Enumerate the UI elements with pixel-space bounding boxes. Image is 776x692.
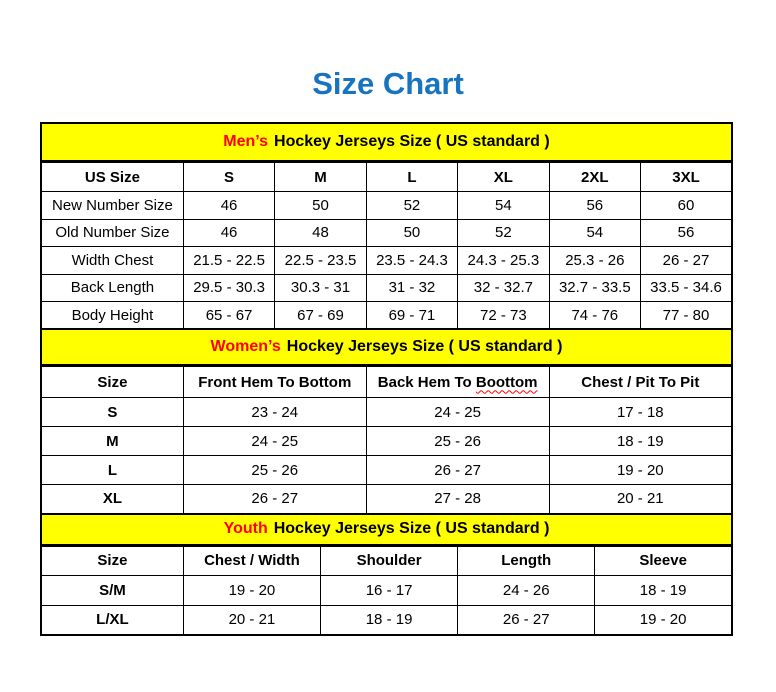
column-header-cell: L [366, 163, 457, 192]
column-header-cell: Chest / Pit To Pit [549, 367, 732, 398]
page-title: Size Chart [312, 66, 464, 101]
size-value-cell: 24 - 26 [458, 575, 595, 605]
column-header-cell: Chest / Width [183, 546, 320, 575]
size-value-cell: 19 - 20 [595, 605, 732, 635]
size-value-cell: 29.5 - 30.3 [183, 274, 274, 302]
column-header-cell: Size [41, 546, 183, 575]
size-value-cell: 54 [549, 219, 640, 247]
womens-banner-text: Hockey Jerseys Size ( US standard ) [286, 338, 563, 355]
size-value-cell: 26 - 27 [458, 605, 595, 635]
youth-size-table [40, 546, 733, 637]
size-value-cell: 50 [275, 192, 366, 220]
size-value-cell: 17 - 18 [549, 398, 732, 427]
misspelled-word: Boottom [475, 373, 538, 391]
size-value-cell: 27 - 28 [366, 485, 549, 514]
size-value-cell: 26 - 27 [183, 485, 366, 514]
size-value-cell: 69 - 71 [366, 302, 457, 330]
row-label-cell: L/XL [41, 605, 183, 635]
size-value-cell: 26 - 27 [641, 247, 732, 275]
size-value-cell: 74 - 76 [549, 302, 640, 330]
row-label-cell: L [41, 456, 183, 485]
column-header-cell: Sleeve [595, 546, 732, 575]
size-value-cell: 19 - 20 [549, 456, 732, 485]
column-header-cell: S [183, 163, 274, 192]
size-value-cell: 25.3 - 26 [549, 247, 640, 275]
size-value-cell: 26 - 27 [366, 456, 549, 485]
size-value-cell: 25 - 26 [366, 427, 549, 456]
row-label-cell: Body Height [41, 302, 183, 330]
size-value-cell: 46 [183, 192, 274, 220]
row-label-cell: Old Number Size [41, 219, 183, 247]
column-header-cell: 2XL [549, 163, 640, 192]
womens-banner-highlight: Women’s [210, 338, 281, 355]
size-value-cell: 32.7 - 33.5 [549, 274, 640, 302]
size-value-cell: 18 - 19 [595, 575, 732, 605]
column-header-cell: Size [41, 367, 183, 398]
size-value-cell: 24 - 25 [183, 427, 366, 456]
column-header-cell: XL [458, 163, 549, 192]
row-label-cell: New Number Size [41, 192, 183, 220]
size-value-cell: 33.5 - 34.6 [641, 274, 732, 302]
row-label-cell: M [41, 427, 183, 456]
row-label-cell: S [41, 398, 183, 427]
size-value-cell: 54 [458, 192, 549, 220]
size-value-cell: 31 - 32 [366, 274, 457, 302]
size-value-cell: 50 [366, 219, 457, 247]
column-header-cell: Shoulder [321, 546, 458, 575]
row-label-cell: Width Chest [41, 247, 183, 275]
size-value-cell: 60 [641, 192, 732, 220]
mens-banner-highlight: Men’s [223, 133, 269, 150]
column-header-cell: Back Hem To Boottom [366, 367, 549, 398]
column-header-cell: Front Hem To Bottom [183, 367, 366, 398]
size-value-cell: 24.3 - 25.3 [458, 247, 549, 275]
size-value-cell: 52 [458, 219, 549, 247]
size-value-cell: 72 - 73 [458, 302, 549, 330]
size-value-cell: 32 - 32.7 [458, 274, 549, 302]
size-value-cell: 20 - 21 [549, 485, 732, 514]
mens-table-banner [40, 122, 733, 162]
size-value-cell: 77 - 80 [641, 302, 732, 330]
size-value-cell: 56 [641, 219, 732, 247]
size-value-cell: 20 - 21 [183, 605, 320, 635]
size-value-cell: 25 - 26 [183, 456, 366, 485]
column-header-cell: Length [458, 546, 595, 575]
size-chart [40, 122, 733, 636]
size-value-cell: 16 - 17 [321, 575, 458, 605]
row-label-cell: Back Length [41, 274, 183, 302]
size-value-cell: 23.5 - 24.3 [366, 247, 457, 275]
size-value-cell: 21.5 - 22.5 [183, 247, 274, 275]
size-value-cell: 56 [549, 192, 640, 220]
column-header-cell: US Size [41, 163, 183, 192]
size-value-cell: 46 [183, 219, 274, 247]
row-label-cell: S/M [41, 575, 183, 605]
youth-banner-text: Hockey Jerseys Size ( US standard ) [273, 520, 550, 537]
size-value-cell: 65 - 67 [183, 302, 274, 330]
mens-banner-text: Hockey Jerseys Size ( US standard ) [274, 133, 550, 150]
womens-size-table [40, 366, 733, 515]
mens-size-table [40, 162, 733, 330]
size-value-cell: 18 - 19 [549, 427, 732, 456]
size-value-cell: 19 - 20 [183, 575, 320, 605]
size-value-cell: 48 [275, 219, 366, 247]
youth-banner-highlight: Youth [223, 520, 268, 537]
size-value-cell: 23 - 24 [183, 398, 366, 427]
column-header-cell: 3XL [641, 163, 732, 192]
size-value-cell: 52 [366, 192, 457, 220]
size-value-cell: 22.5 - 23.5 [275, 247, 366, 275]
size-value-cell: 18 - 19 [321, 605, 458, 635]
size-value-cell: 30.3 - 31 [275, 274, 366, 302]
size-value-cell: 24 - 25 [366, 398, 549, 427]
size-value-cell: 67 - 69 [275, 302, 366, 330]
column-header-cell: M [275, 163, 366, 192]
row-label-cell: XL [41, 485, 183, 514]
womens-table-banner [40, 330, 733, 366]
youth-table-banner [40, 515, 733, 546]
